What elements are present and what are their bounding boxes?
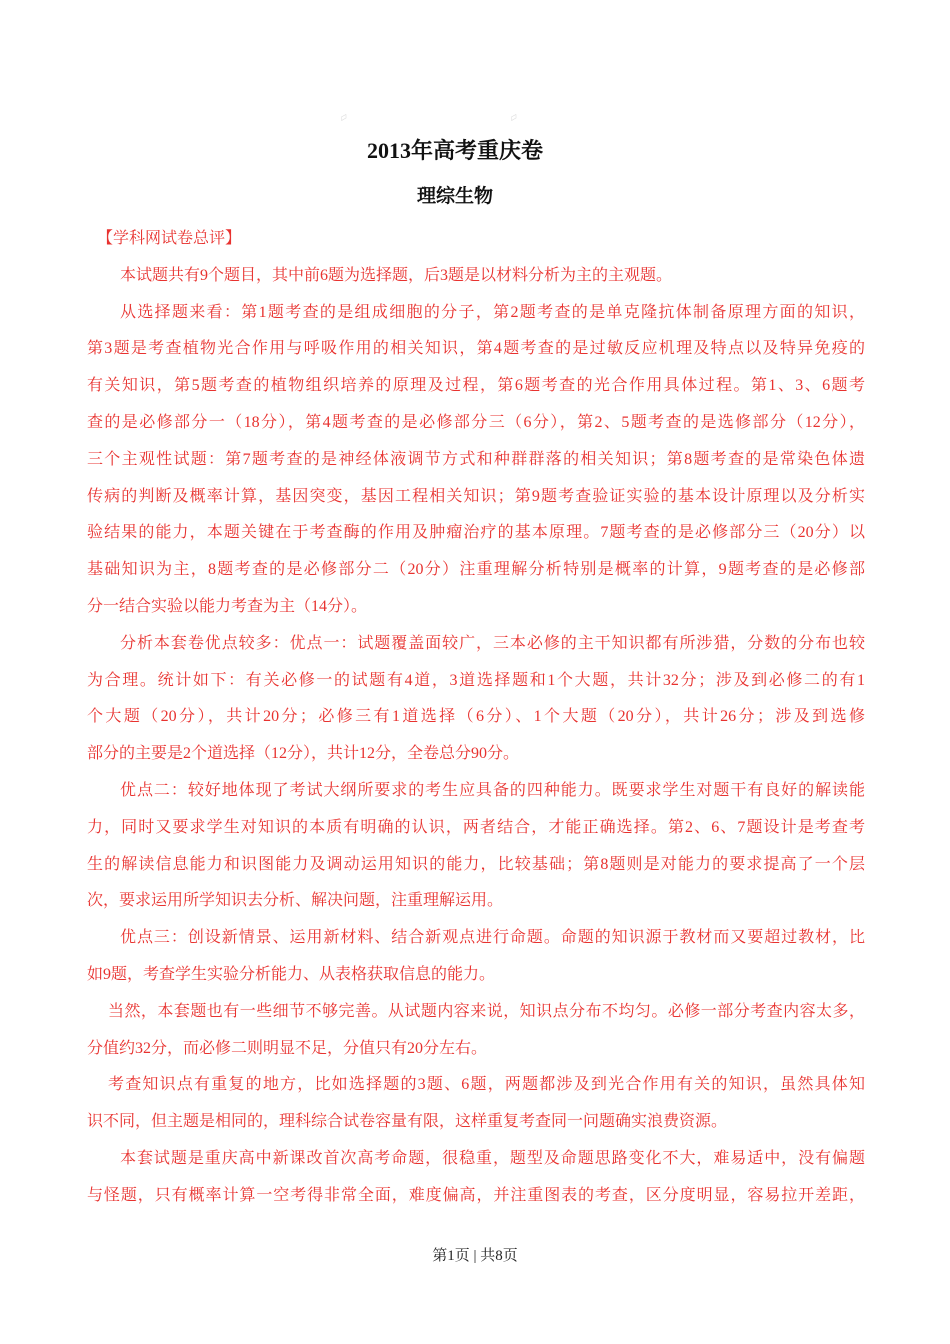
page-subtitle: 理综生物 <box>416 186 493 207</box>
text-line: 优点三：创设新情景、运用新材料、结合新观点进行命题。命题的知识源于教材而又要超过教材，比 <box>120 929 865 947</box>
text-line: 基础知识为主，8题考查的是必修部分二（20分）注重理解分析特别是概率的计算，9题考查的是必修部 <box>87 561 865 579</box>
text-line: 识不同，但主题是相同的，理科综合试卷容量有限，这样重复考查同一问题确实浪费资源。 <box>87 1113 728 1131</box>
text-line: 个大题（20分），共计20分；必修三有1道选择（6分）、1个大题（20分），共计26分；涉及到选修 <box>87 708 865 726</box>
text-line: 分值约32分，而必修二则明显不足，分值只有20分左右。 <box>87 1039 488 1057</box>
text-line: 查的是必修部分一（18分），第4题考查的是必修部分三（6分），第2、5题考查的是选修部分（12分）， <box>87 413 865 431</box>
text-line: 次，要求运用所学知识去分析、解决问题，注重理解运用。 <box>87 892 504 910</box>
text-line: 生的解读信息能力和识图能力及调动运用知识的能力，比较基础；第8题则是对能力的要求提高了一个层 <box>87 855 865 873</box>
text-line: 分析本套卷优点较多：优点一：试题覆盖面较广，三本必修的主干知识都有所涉猎，分数的分布也较 <box>120 634 865 652</box>
watermark: ▱ <box>507 110 520 125</box>
page-title: 2013年高考重庆卷 <box>366 138 543 163</box>
text-line: 为合理。统计如下：有关必修一的试题有4道，3道选择题和1个大题，共计32分；涉及到必修二的有1 <box>87 671 865 689</box>
page-number-footer: 第1页 | 共8页 <box>432 1248 518 1264</box>
text-line: 部分的主要是2个道选择（12分），共计12分，全卷总分90分。 <box>87 745 520 763</box>
text-line: 三个主观性试题：第7题考查的是神经体液调节方式和种群群落的相关知识；第8题考查的是常染色体遗 <box>87 450 865 468</box>
text-line: 本套试题是重庆高中新课改首次高考命题，很稳重，题型及命题思路变化不大，难易适中，没有偏题 <box>120 1149 865 1167</box>
text-line: 验结果的能力，本题关键在于考查酶的作用及肿瘤治疗的基本原理。7题考查的是必修部分三（20分）以 <box>87 524 865 542</box>
text-line: 优点二：较好地体现了考试大纲所要求的考生应具备的四种能力。既要求学生对题干有良好的解读能 <box>120 781 865 799</box>
text-line: 有关知识，第5题考查的植物组织培养的原理及过程，第6题考查的光合作用具体过程。第1、3、6题考 <box>87 377 865 395</box>
text-line: 考查知识点有重复的地方，比如选择题的3题、6题，两题都涉及到光合作用有关的知识，虽然具体知 <box>108 1076 865 1094</box>
text-line: 第3题是考查植物光合作用与呼吸作用的相关知识，第4题考查的是过敏反应机理及特点以及特异免疫的 <box>87 340 865 358</box>
text-line: 力，同时又要求学生对知识的本质有明确的认识，两者结合，才能正确选择。第2、6、7题设计是考查考 <box>87 818 865 836</box>
text-line: 如9题，考查学生实验分析能力、从表格获取信息的能力。 <box>87 965 496 983</box>
section-heading: 【学科网试卷总评】 <box>97 230 242 247</box>
text-line: 与怪题，只有概率计算一空考得非常全面，难度偏高，并注重图表的考查，区分度明显，容易拉开差距， <box>87 1186 865 1204</box>
text-line: 传病的判断及概率计算，基因突变，基因工程相关知识；第9题考查验证实验的基本设计原理以及分析实 <box>87 487 865 505</box>
watermark: ▱ <box>337 110 350 125</box>
text-line: 本试题共有9个题目，其中前6题为选择题，后3题是以材料分析为主的主观题。 <box>120 266 673 284</box>
text-line: 从选择题来看：第1题考查的是组成细胞的分子，第2题考查的是单克隆抗体制备原理方面的知识， <box>120 303 865 321</box>
document-body <box>87 221 865 1215</box>
text-line: 当然，本套题也有一些细节不够完善。从试题内容来说，知识点分布不均匀。必修一部分考查内容太多， <box>108 1002 865 1020</box>
text-line: 分一结合实验以能力考查为主（14分）。 <box>87 597 368 615</box>
